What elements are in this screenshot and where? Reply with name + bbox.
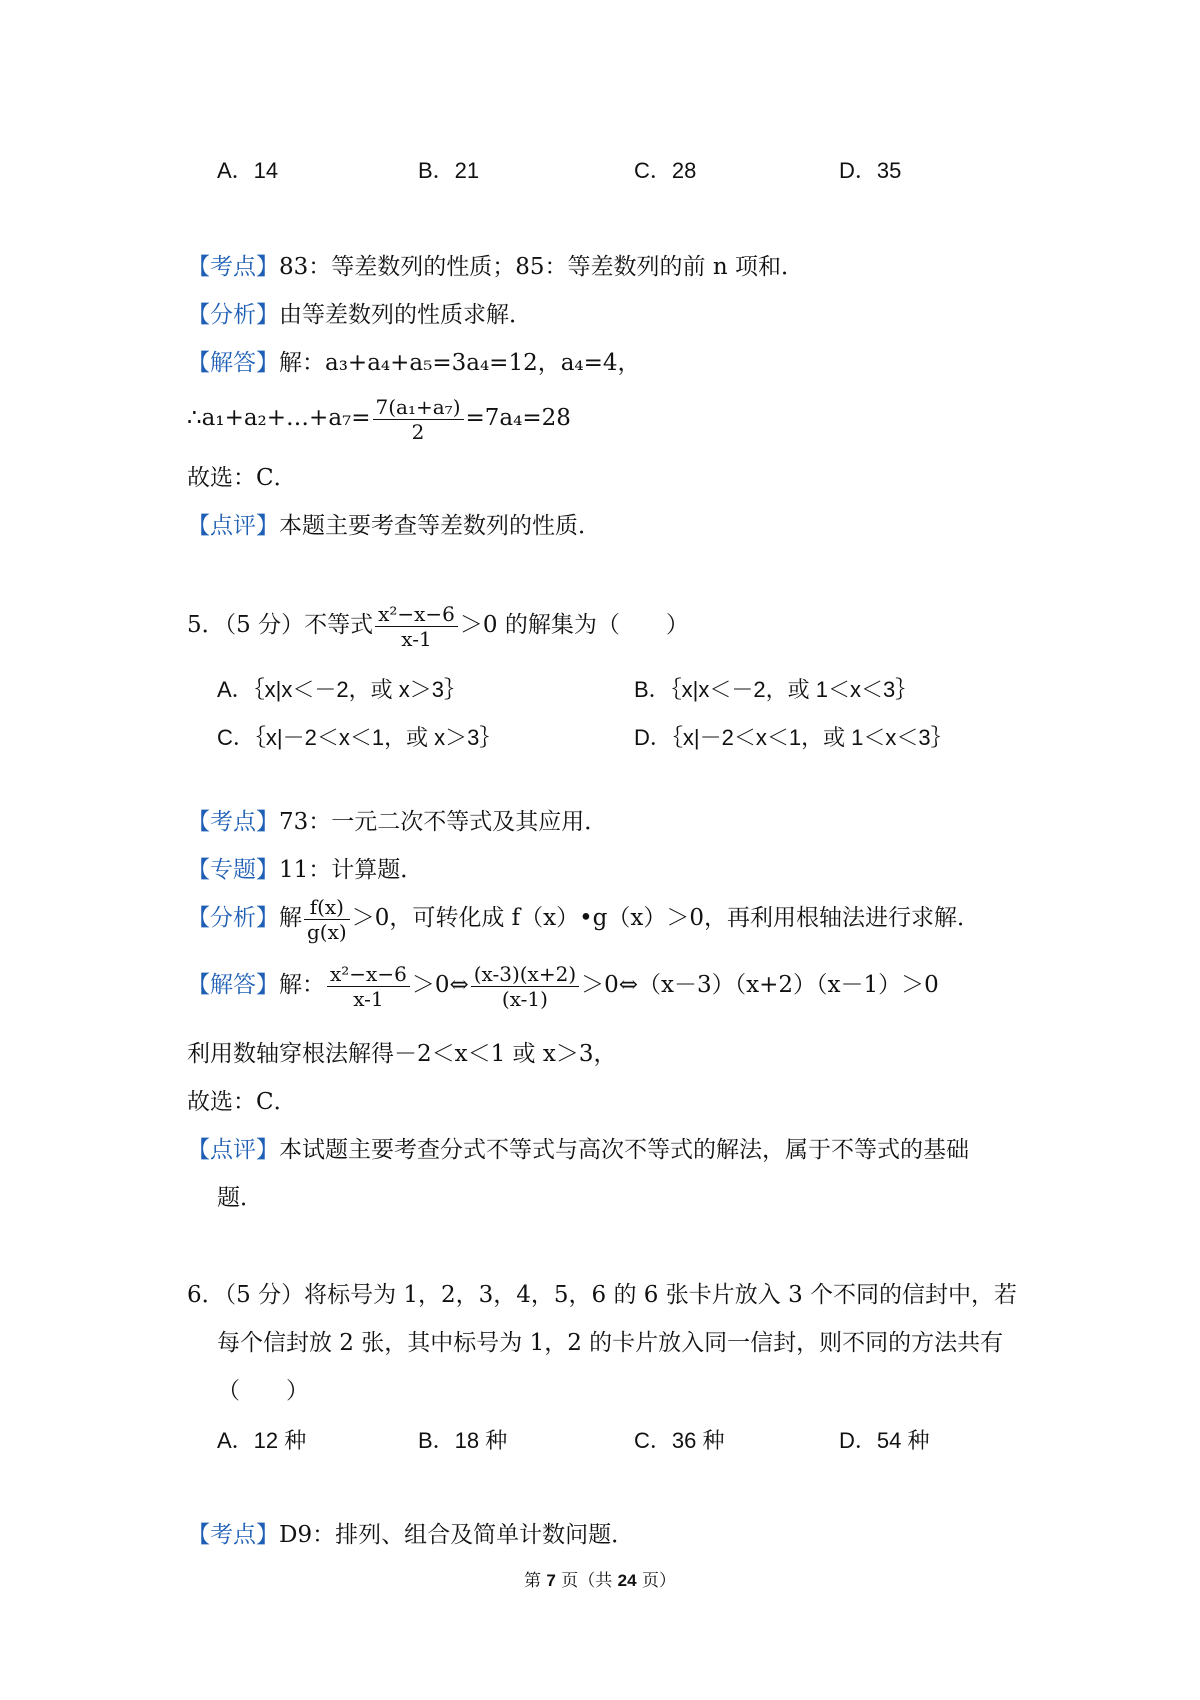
footer-total-pages: 24 — [617, 1571, 637, 1590]
q5-line2: 利用数轴穿根法解得－2＜x＜1 或 x＞3， — [187, 1041, 617, 1067]
footer-prefix: 第 — [523, 1571, 547, 1591]
q5-dianping-line2: 题． — [217, 1185, 263, 1211]
q5-zhuanti — [187, 855, 423, 885]
q6-option-b[interactable]: B．18 种 — [418, 1428, 508, 1453]
jieda-prefix: 解： — [279, 972, 325, 998]
q6-stem-line2: 每个信封放 2 张，其中标号为 1，2 的卡片放入同一信封，则不同的方法共有 — [217, 1330, 1004, 1356]
fenxi-tag: 【分析】 — [187, 905, 279, 931]
page-footer — [0, 1566, 1200, 1591]
fenxi-numerator: f(x) — [304, 895, 350, 920]
zhuanti-tag: 【专题】 — [187, 857, 279, 883]
q6-stem-line1: 6．（5 分）将标号为 1，2，3，4，5，6 的 6 张卡片放入 3 个不同的信封中，若 — [187, 1282, 1018, 1308]
jieda-denominator-1: x-1 — [353, 986, 384, 1011]
q5-stem — [187, 595, 689, 655]
q6-option-d[interactable]: D．54 种 — [839, 1428, 930, 1453]
jieda-fraction-2 — [471, 962, 579, 1011]
q5-jieda — [187, 955, 939, 1015]
q4-option-c[interactable]: C．28 — [634, 158, 697, 183]
kaodian-text: 83：等差数列的性质；85：等差数列的前 n 项和． — [279, 254, 804, 280]
sum-fraction-numerator: 7(a₁+a₇) — [373, 395, 464, 420]
kaodian-text: D9：排列、组合及简单计数问题． — [279, 1522, 635, 1548]
jieda-line1: 解：a₃+a₄+a₅=3a₄=12，a₄=4， — [279, 350, 641, 376]
jieda-mid: ＞0⇔ — [411, 972, 469, 998]
sum-fraction — [373, 395, 464, 444]
fenxi-denominator: g(x) — [307, 919, 347, 944]
zhuanti-text: 11：计算题． — [279, 857, 424, 883]
q4-guxuan: 故选：C． — [187, 465, 297, 491]
q5-option-b[interactable]: B．｛x|x＜－2，或 1＜x＜3｝ — [634, 677, 918, 702]
q4-kaodian — [187, 252, 804, 282]
dianping-tag: 【点评】 — [187, 1137, 279, 1163]
footer-suffix: 页） — [636, 1571, 676, 1591]
fenxi-tag: 【分析】 — [187, 302, 279, 328]
q5-option-d[interactable]: D．｛x|－2＜x＜1，或 1＜x＜3｝ — [634, 725, 953, 750]
kaodian-tag: 【考点】 — [187, 254, 279, 280]
fenxi-suffix: ＞0，可转化成 f（x）•g（x）＞0，再利用根轴法进行求解． — [351, 905, 981, 931]
dianping-text-1: 本试题主要考查分式不等式与高次不等式的解法，属于不等式的基础 — [279, 1137, 969, 1163]
q6-kaodian — [187, 1520, 634, 1550]
sum-right: =7a₄=28 — [465, 405, 571, 431]
q5-dianping — [187, 1135, 969, 1165]
jieda-denominator-2: (x-1) — [501, 986, 548, 1011]
q5-stem-denominator: x-1 — [401, 626, 432, 651]
q6-option-a[interactable]: A．12 种 — [217, 1428, 307, 1453]
kaodian-tag: 【考点】 — [187, 809, 279, 835]
q5-stem-prefix: 5．（5 分）不等式 — [187, 612, 374, 638]
q6-option-c[interactable]: C．36 种 — [634, 1428, 725, 1453]
q5-option-c[interactable]: C．｛x|－2＜x＜1，或 x＞3｝ — [217, 725, 502, 750]
q4-option-d[interactable]: D．35 — [839, 158, 902, 183]
q5-stem-numerator: x²−x−6 — [375, 602, 458, 627]
q4-fenxi — [187, 300, 532, 330]
q5-fenxi — [187, 888, 980, 948]
jieda-tag: 【解答】 — [187, 350, 279, 376]
sum-fraction-denominator: 2 — [411, 419, 425, 444]
dianping-tag: 【点评】 — [187, 513, 279, 539]
jieda-fraction-1 — [327, 962, 410, 1011]
kaodian-tag: 【考点】 — [187, 1522, 279, 1548]
q4-jieda — [187, 348, 641, 378]
q5-option-a[interactable]: A．｛x|x＜－2，或 x＞3｝ — [217, 677, 466, 702]
q5-stem-fraction — [375, 602, 458, 651]
q4-option-a[interactable]: A．14 — [217, 158, 279, 183]
q5-stem-suffix: ＞0 的解集为（ ） — [459, 612, 689, 638]
fenxi-text: 由等差数列的性质求解． — [279, 302, 532, 328]
jieda-tag: 【解答】 — [187, 972, 279, 998]
q6-stem-line3: （ ） — [217, 1378, 309, 1404]
fenxi-prefix: 解 — [279, 905, 302, 931]
jieda-numerator-2: (x-3)(x+2) — [471, 962, 579, 987]
footer-page-number: 7 — [546, 1571, 556, 1590]
jieda-suffix: ＞0⇔（x－3）（x+2）（x－1）＞0 — [581, 972, 939, 998]
footer-middle: 页（共 — [555, 1571, 618, 1591]
kaodian-text: 73：一元二次不等式及其应用． — [279, 809, 608, 835]
sum-left: ∴a₁+a₂+…+a₇= — [187, 405, 371, 431]
jieda-numerator-1: x²−x−6 — [327, 962, 410, 987]
q4-dianping — [187, 511, 601, 541]
q5-kaodian — [187, 807, 607, 837]
q4-option-b[interactable]: B．21 — [418, 158, 480, 183]
q5-guxuan: 故选：C． — [187, 1089, 297, 1115]
q4-jieda-line2 — [187, 388, 571, 448]
fenxi-fraction — [304, 895, 350, 944]
dianping-text: 本题主要考查等差数列的性质． — [279, 513, 601, 539]
